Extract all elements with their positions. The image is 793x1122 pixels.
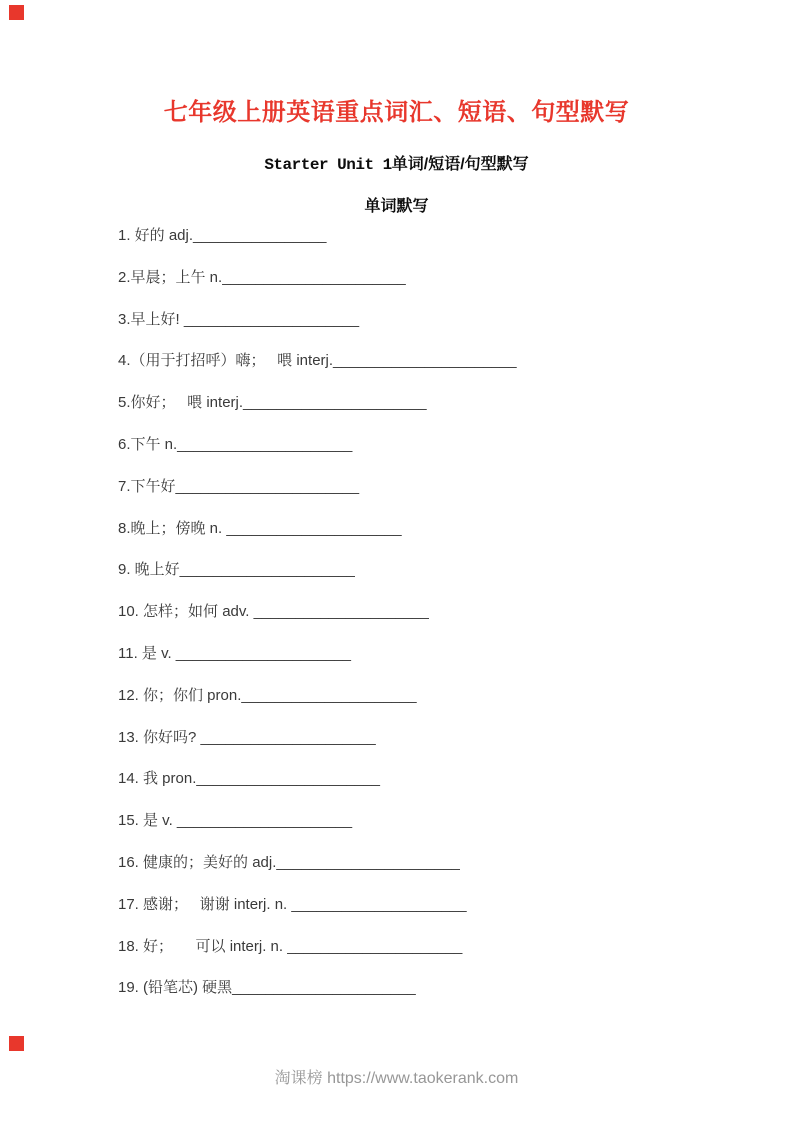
unit-subtitle-english: Starter Unit 1 bbox=[264, 156, 392, 174]
dictation-item-6 bbox=[118, 435, 793, 477]
dictation-item-text: 4.（用于打招呼）嗨； 喂 interj.______________________ bbox=[118, 352, 517, 370]
dictation-item-9 bbox=[118, 560, 793, 602]
dictation-item-15 bbox=[118, 811, 793, 853]
dictation-item-text: 6.下午 n._____________________ bbox=[118, 435, 353, 453]
dictation-item-3 bbox=[118, 310, 793, 352]
dictation-item-10 bbox=[118, 602, 793, 644]
dictation-item-text: 19. (铅笔芯) 硬黑______________________ bbox=[118, 979, 416, 997]
dictation-item-text: 11. 是 v. _____________________ bbox=[118, 644, 351, 662]
dictation-item-1 bbox=[118, 226, 793, 268]
unit-subtitle bbox=[0, 154, 793, 176]
footer-credit: 淘课榜 https://www.taokerank.com bbox=[274, 1070, 519, 1087]
dictation-item-text: 7.下午好______________________ bbox=[118, 477, 360, 495]
dictation-item-text: 17. 感谢； 谢谢 interj. n. _____________________ bbox=[118, 895, 467, 913]
dictation-item-text: 12. 你；你们 pron._____________________ bbox=[118, 686, 417, 704]
unit-subtitle-chinese: 单词/短语/句型默写 bbox=[391, 156, 529, 173]
dictation-item-19 bbox=[118, 978, 793, 1020]
dictation-item-text: 10. 怎样；如何 adv. _____________________ bbox=[118, 603, 429, 621]
dictation-item-text: 9. 晚上好_____________________ bbox=[118, 561, 355, 579]
dictation-item-text: 15. 是 v. _____________________ bbox=[118, 812, 353, 830]
dictation-item-text: 1. 好的 adj.________________ bbox=[118, 227, 327, 244]
dictation-item-13 bbox=[118, 728, 793, 770]
dictation-item-7 bbox=[118, 477, 793, 519]
red-square-icon-top bbox=[9, 5, 24, 20]
dictation-item-text: 8.晚上；傍晚 n. _____________________ bbox=[118, 519, 402, 537]
dictation-item-4 bbox=[118, 351, 793, 393]
dictation-item-text: 5.你好； 喂 interj.______________________ bbox=[118, 394, 427, 412]
red-square-icon-bottom bbox=[9, 1036, 24, 1051]
page-title: 七年级上册英语重点词汇、短语、句型默写 bbox=[163, 99, 630, 126]
dictation-item-12 bbox=[118, 686, 793, 728]
dictation-item-14 bbox=[118, 769, 793, 811]
dictation-item-text: 2.早晨；上午 n.______________________ bbox=[118, 268, 406, 286]
dictation-item-16 bbox=[118, 853, 793, 895]
dictation-item-text: 14. 我 pron.______________________ bbox=[118, 770, 380, 788]
dictation-item-18 bbox=[118, 937, 793, 979]
dictation-item-text: 16. 健康的；美好的 adj.______________________ bbox=[118, 853, 460, 871]
dictation-item-text: 3.早上好! _____________________ bbox=[118, 310, 360, 328]
dictation-word-list bbox=[0, 226, 793, 1020]
dictation-item-2 bbox=[118, 268, 793, 310]
section-heading: 单词默写 bbox=[364, 198, 429, 215]
dictation-item-17 bbox=[118, 895, 793, 937]
dictation-item-text: 18. 好； 可以 interj. n. _____________________ bbox=[118, 937, 463, 955]
dictation-item-11 bbox=[118, 644, 793, 686]
dictation-item-8 bbox=[118, 519, 793, 561]
dictation-item-5 bbox=[118, 393, 793, 435]
dictation-item-text: 13. 你好吗? _____________________ bbox=[118, 728, 376, 746]
